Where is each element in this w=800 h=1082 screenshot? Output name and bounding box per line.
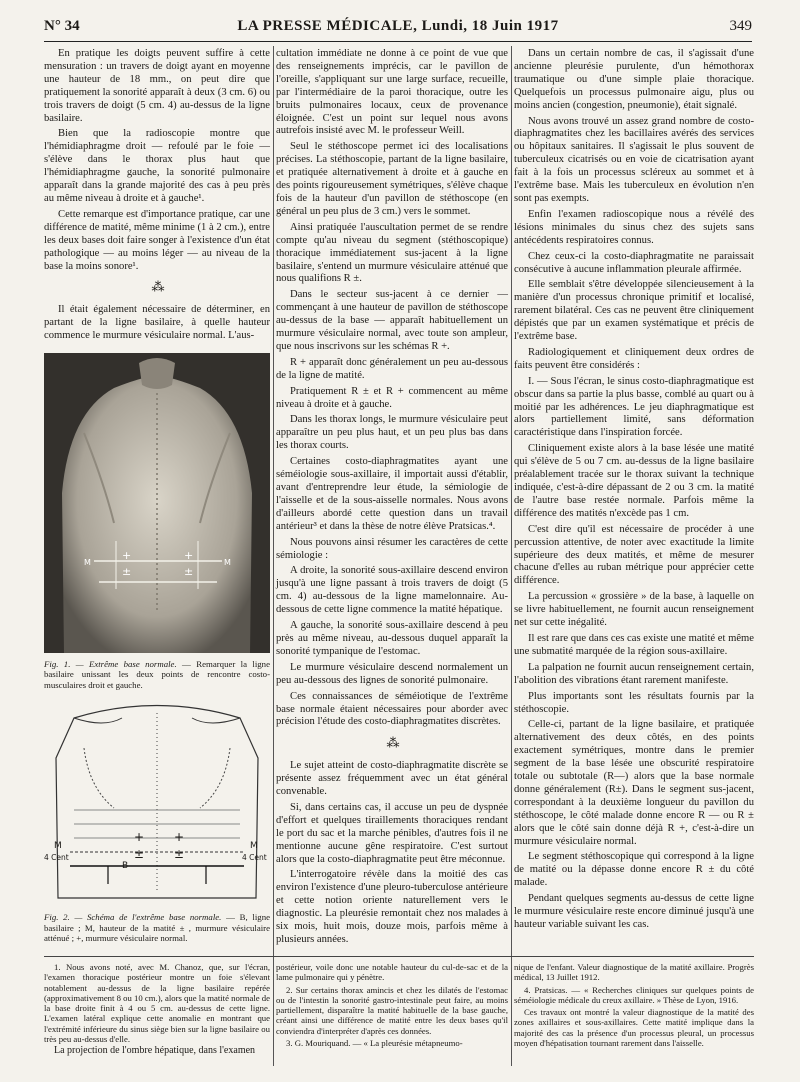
label-b: B xyxy=(122,861,129,872)
label-4cent-right: 4 Cent xyxy=(242,853,267,863)
paragraph: L'interrogatoire révèle dans la moitié des cas environ l'existence d'une pleuro-tuberculose antérieure et cette notion oriente naturellement vers le diagnostic. La pleurésie remontait chez nos malades à six mois, huit mois, douze mois, parfois même à plusieurs années. xyxy=(276,869,508,945)
paragraph: Pratiquement R ± et R + commencent au même niveau à droite et à gauche. xyxy=(276,385,508,410)
label-m-right: M xyxy=(250,841,258,852)
caption-text: — B, ligne basilaire ; M, hauteur de la matité ± , murmure vésiculaire atténué ; +, murmure vésiculaire normal. xyxy=(44,912,270,944)
footnote: 4. Pratsicas. — « Recherches cliniques sur quelques points de séméiologie médicale du creux axillaire. » Thèse de Lyon, 1916. xyxy=(514,984,754,1005)
paragraph: Cliniquement existe alors à la base lésée une matité qui s'élève de 5 ou 7 cm. au-dessus de la ligne basilaire préalablement tracée sur le thorax suivant la technique indiquée, c'est-à-dire dépassant de 2 ou 3 cm. la matité de l'autre base restée normale. Parfois même la différence des matités n'excède pas 1 cm. xyxy=(514,443,754,519)
svg-text:M: M xyxy=(84,558,91,568)
svg-text:±: ± xyxy=(122,565,132,579)
paragraph: Ainsi pratiquée l'auscultation permet de se rendre compte qu'au niveau du segment (stéthoscopique) thoracique immédiatement sus-jacent à la ligne basilaire, s'entend un murmure vésiculaire atténué que nous qualifions R ±. xyxy=(276,221,508,285)
caption-label: Fig. 1. — Extrême base normale. xyxy=(44,659,177,670)
paragraph: Ces connaissances de séméiotique de l'extrême base normale étaient nécessaires pour aborder avec précision l'étude des costo-diaphragmatites discrètes. xyxy=(276,690,508,728)
paragraph: Si, dans certains cas, il accuse un peu de dyspnée d'effort et quelques tiraillements thoraciques rendant le port du sac et la marche pénibles, d'autres fois il ne mentionne aucune gêne respiratoire. C'est surtout alors que la costo-diaphragmatite peut être méconnue. xyxy=(276,801,508,865)
paragraph: Chez ceux-ci la costo-diaphragmatite ne paraissait consécutive à aucune inflammation pleurale affirmée. xyxy=(514,250,754,275)
svg-text:+: + xyxy=(184,549,194,563)
caption-text: — Remarquer la ligne basilaire unissant les deux points de rencontre costo-musculaires droit et gauche. xyxy=(44,659,270,690)
figure-1-caption xyxy=(44,659,270,690)
column-2 xyxy=(276,48,508,950)
svg-text:±: ± xyxy=(184,565,194,579)
label-m-left: M xyxy=(54,841,62,852)
column-divider xyxy=(511,46,512,1066)
paragraph: En pratique les doigts peuvent suffire à cette mensuration : un travers de doigt ayant en moyenne une hauteur de 18 mm., on peut dire que pratiquement la sonorité apparaît à deux (3 cm. 6) ou trois travers de doigt (5 cm. 4) au-dessus de la ligne basilaire. xyxy=(44,48,270,124)
section-break: ⁂ xyxy=(151,279,163,295)
paragraph: Pendant quelques segments au-dessus de cette ligne le murmure vésiculaire reste encore diminué jusqu'à une hauteur variable suivant les cas. xyxy=(514,893,754,930)
paragraph: Nous avons trouvé un assez grand nombre de costo-diaphragmatites chez les bacillaires avérés des services ou hôpitaux sanitaires. Il s'agissait le plus souvent de tuberculeux cicatrisés ou en voie de cicatrisation ayant fait à la fois un processus scléreux au sommet et à l'extrême base. Mais les tuberculeux en évolution n'en sont pas exempts. xyxy=(514,115,754,204)
journal-title: LA PRESSE MÉDICALE, Lundi, 18 Juin 1917 xyxy=(237,18,559,34)
section-break: ⁂ xyxy=(386,735,398,751)
paragraph: Il est rare que dans ces cas existe une matité et même une submatité marquée de la région sous-axillaire. xyxy=(514,632,754,657)
column-divider xyxy=(273,46,274,1066)
paragraph: Bien que la radioscopie montre que l'hémidiaphragme droit — refoulé par le foie — s'élève dans le thorax plus haut que l'hémidiaphragme gauche, la sonorité pulmonaire apparaît dans la grande majorité des cas à peu près au même niveau à droite et à gauche¹. xyxy=(44,128,270,204)
figure-2-caption xyxy=(44,912,270,943)
paragraph: Celle-ci, partant de la ligne basilaire, et pratiquée alternativement des deux côtés, en des points exactement symétriques, montre dans le premier segment de la base lésée une obscurité respiratoire totale ou subtotale (R—) alors que la base normale donne généralement (R±). Dans le segment sus-jacent, correspondant à la deuxième longueur du pavillon du stéthoscope, le côté malade donne encore R — ou R ± alors que le côté sain donne déjà R +, c'est-à-dire un murmure vésiculaire normal. xyxy=(514,719,754,847)
pm-right: ± xyxy=(174,847,185,862)
paragraph: Dans un certain nombre de cas, il s'agissait d'une ancienne pleurésie purulente, d'un hémothorax traumatique ou d'une simple plaie thoracique. Quelquefois un processus pulmonaire aigu, plus ou moins ancien (congestion, pneumonie), était signalé. xyxy=(514,48,754,111)
footnote: Ces travaux ont montré la valeur diagnostique de la matité des zones axillaires et sous-axillaires. Cette matité implique dans la majorité des cas la présence d'un processus pleural, un processus moyen d'hépatisation tournant rarement dans l'aisselle. xyxy=(514,1007,754,1049)
paragraph: Dans le secteur sus-jacent à ce dernier — commençant à une hauteur de pavillon de stéthoscope au-dessus de la base — apparaît habituellement un murmure vésiculaire normal, avec toute son ampleur, que nous inscrivons sur les schémas R +. xyxy=(276,289,508,352)
footnote: nique de l'enfant. Valeur diagnostique de la matité axillaire. Progrès médical, 13 Juillet 1912. xyxy=(514,962,754,983)
page-header xyxy=(44,18,752,38)
paragraph: Certaines costo-diaphragmatites ayant une séméiologie sous-axillaire, il importait aussi d'établir, avant d'entreprendre leur étude, la sémiologie de l'aisselle et de la sous-aisselle normales. Nous avons d'ailleurs abordé cette question dans un travail antérieur³ et dans la thèse de notre élève Pratsicas.⁴. xyxy=(276,456,508,532)
paragraph: Il était également nécessaire de déterminer, en partant de la ligne basilaire, à quelle hauteur commence le murmure vésiculaire normal. L'aus- xyxy=(44,304,270,342)
paragraph: La percussion « grossière » de la base, à laquelle on se livre habituellement, ne fournit aucun renseignement net sur cette inégalité. xyxy=(514,591,754,629)
paragraph: I. — Sous l'écran, le sinus costo-diaphragmatique est obscur dans sa partie la plus basse, comblé au quart ou à moitié par les adhérences. Le jeu diaphragmatique est alors partiellement limité, sans déformation caractéristique dans l'inspiration forcée. xyxy=(514,375,754,439)
paragraph: La palpation ne fournit aucun renseignement certain, l'abolition des vibrations étant rarement manifeste. xyxy=(514,661,754,686)
footnote: postérieur, voile donc une notable hauteur du cul-de-sac et de la lame pulmonaire qui y pénètre. xyxy=(276,962,508,983)
paragraph: A droite, la sonorité sous-axillaire descend environ jusqu'à une ligne passant à trois travers de doigt (5 cm. 4) au-dessous de la ligne mamelonnaire. Au-dessous de cette ligne commence la matité hépatique. xyxy=(276,565,508,616)
paragraph: Elle semblait s'être développée silencieusement à la manière d'un processus chronique primitif et localisé, rarement bilatéral. Ces cas ne peuvent être cliniquement dépistés que par un examen systématique et précis de l'extrême base. xyxy=(514,279,754,343)
footnote-rule xyxy=(44,956,754,957)
paragraph: cultation immédiate ne donne à ce point de vue que des renseignements imprécis, car le pavillon de l'oreille, s'appliquant sur une large surface, recueille, par l'intermédiaire de la paroi thoracique, outre les bruits pulmonaires locaux, ceux de provenance éloignée. C'est un point sur lequel nous avons autrefois insisté avec M. le professeur Weill. xyxy=(276,48,508,137)
paragraph: Le murmure vésiculaire descend normalement un peu au-dessous des lignes de sonorité pulmonaire. xyxy=(276,661,508,686)
paragraph: Radiologiquement et cliniquement deux ordres de faits peuvent être considérés : xyxy=(514,346,754,371)
footnotes-column-1 xyxy=(44,962,270,1059)
plus-left: + xyxy=(134,830,145,845)
label-4cent-left: 4 Cent xyxy=(44,853,69,863)
footnote: 1. Nous avons noté, avec M. Chanoz, que, sur l'écran, l'examen thoracique postérieur montre un foie s'élevant notablement au-dessus de la ligne basilaire repérée (approximativement 8 ou 10 cm.), alors que la matité normale de la base droite finit à 4 ou 5 cm. au-dessus de cette ligne. L'examen latéral explique cette anomalie en montrant que l'extrémité inférieure du sinus siège bien sur la ligne basilaire ou très peu au-dessus d'elle. xyxy=(44,962,270,1045)
issue-number: N° 34 xyxy=(44,18,80,34)
plus-right: + xyxy=(174,830,185,845)
figure-1-photo xyxy=(44,353,270,653)
paragraph: Seul le stéthoscope permet ici des localisations précises. La stéthoscopie, partant de la ligne basilaire, et pratiquée alternativement à droite et à gauche en des points rigoureusement symétriques, s'élève chaque fois de la hauteur d'un pavillon de stéthoscope (en général un peu plus de 3 cm.) vers le sommet. xyxy=(276,141,508,217)
column-1 xyxy=(44,48,270,951)
paragraph: Dans les thorax longs, le murmure vésiculaire peut apparaître un peu plus haut, et un peu plus bas dans les thorax courts. xyxy=(276,414,508,452)
footnote: 3. G. Mouriquand. — « La pleurésie métapneumo- xyxy=(286,1038,463,1049)
footnote: 2. Sur certains thorax amincis et chez les dilatés de l'estomac ou de l'intestin la sonorité gastro-intestinale peut faire, au moins partiellement, disparaître la matité habituelle de la base gauche, créant ainsi une différence de matité entre les deux bases qu'il conviendra d'interpréter d'après ces données. xyxy=(276,984,508,1036)
footnote: La projection de l'ombre hépatique, dans l'examen xyxy=(54,1045,256,1057)
column-3 xyxy=(514,48,754,935)
svg-text:M: M xyxy=(224,558,231,568)
figure-2-diagram xyxy=(44,698,270,908)
paragraph: R + apparaît donc généralement un peu au-dessous de la ligne de matité. xyxy=(276,356,508,381)
paragraph: A gauche, la sonorité sous-axillaire descend à peu près au même niveau, au-dessous duquel apparaît la sonorité tympanique de l'estomac. xyxy=(276,620,508,657)
paragraph: Le sujet atteint de costo-diaphragmatite discrète se présente assez fréquemment avec un état général convenable. xyxy=(276,760,508,798)
footnotes-column-3 xyxy=(514,962,754,1050)
paragraph: C'est dire qu'il est nécessaire de procéder à une percussion attentive, de noter avec exactitude la limite supérieure des deux matités, et même de mesurer chacune d'elles au ruban métrique pour apprécier cette différence. xyxy=(514,523,754,587)
paragraph: Plus importants sont les résultats fournis par la stéthoscopie. xyxy=(514,690,754,715)
header-rule xyxy=(44,41,752,42)
paragraph: Cette remarque est d'importance pratique, car une différence de matité, même minime (1 à 2 cm.), entre les deux bases doit faire songer à l'existence d'un état pathologique — au moins léger — au niveau de la base la moins sonore¹. xyxy=(44,208,270,272)
paragraph: Le segment stéthoscopique qui correspond à la ligne de matité ou la dépasse donne encore R ± du côté malade. xyxy=(514,851,754,889)
paragraph: Enfin l'examen radioscopique nous a révélé des lésions minimales du sinus chez des sujets sans antécédents respiratoires connus. xyxy=(514,208,754,246)
schema-svg xyxy=(44,698,270,908)
pm-left: ± xyxy=(134,847,145,862)
footnotes-column-2 xyxy=(276,962,508,1050)
paragraph: Nous pouvons ainsi résumer les caractères de cette sémiologie : xyxy=(276,536,508,561)
caption-label: Fig. 2. — Schéma de l'extrême base normale. xyxy=(44,912,222,923)
page-number: 349 xyxy=(729,18,752,34)
svg-text:+: + xyxy=(122,549,132,563)
back-photo-image xyxy=(44,353,270,653)
